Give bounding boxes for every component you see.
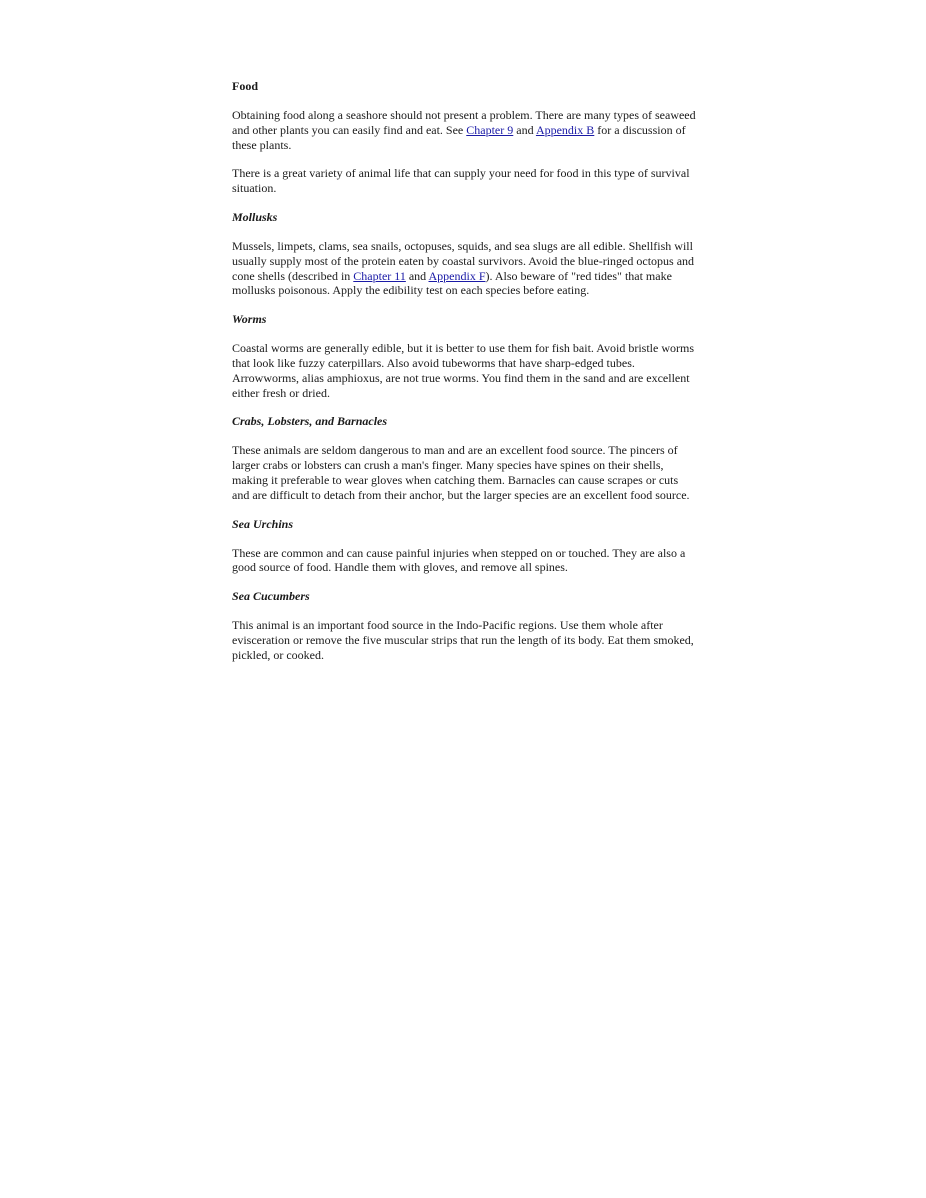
appendix-b-link[interactable]: Appendix B	[535, 122, 595, 137]
urchins-heading: Sea Urchins	[232, 516, 294, 531]
cucumbers-paragraph: This animal is an important food source in the Indo-Pacific regions. Use them whole after evisceration or remove the five muscular strips that run the length of its body. Eat them smoked, pickled, or cooked.	[232, 618, 694, 662]
intro-text-end: for a discussion of these plants.	[232, 122, 686, 152]
chapter-9-link[interactable]: Chapter 9	[466, 122, 514, 137]
document-page	[232, 79, 698, 677]
worms-heading: Worms	[232, 312, 267, 327]
section-title: Food	[232, 79, 259, 93]
mollusks-text-start: Mussels, limpets, clams, sea snails, octopuses, squids, and sea slugs are all edible. Shellfish will usually supply most of the protein eaten by coastal survivors. Avoid the blue-ringed octopus and cone shells (described in	[232, 238, 695, 283]
chapter-11-link[interactable]: Chapter 11	[353, 268, 406, 283]
mollusks-text-end: ). Also beware of "red tides" that make mollusks poisonous. Apply the edibility test on each species before eating.	[232, 268, 672, 298]
intro-paragraph	[232, 108, 698, 152]
crabs-heading: Crabs, Lobsters, and Barnacles	[232, 414, 388, 429]
mollusks-paragraph	[232, 239, 698, 298]
worms-paragraph: Coastal worms are generally edible, but it is better to use them for fish bait. Avoid bristle worms that look like fuzzy caterpillars. Also avoid tubeworms that have sharp-edged tubes. Arrowworms, alias amphioxus, are not true worms. You find them in the sand and are excellent either fresh or dried.	[232, 341, 695, 400]
cucumbers-heading: Sea Cucumbers	[232, 589, 310, 604]
urchins-paragraph: These are common and can cause painful injuries when stepped on or touched. They are also a good source of food. Handle them with gloves, and remove all spines.	[232, 545, 686, 575]
intro-text-between: and	[513, 122, 536, 137]
mollusks-text-between: and	[405, 268, 429, 283]
intro-text-start: Obtaining food along a seashore should not present a problem. There are many types of seaweed and other plants you can easily find and eat. See	[232, 108, 696, 137]
mollusks-heading: Mollusks	[232, 209, 278, 224]
appendix-f-link[interactable]: Appendix F	[428, 268, 486, 283]
crabs-paragraph: These animals are seldom dangerous to man and are an excellent food source. The pincers of larger crabs or lobsters can crush a man's finger. Many species have spines on their shells, making it preferable to wear gloves when catching them. Barnacles can cause scrapes or cuts and are difficult to detach from their anchor, but the larger species are an excellent food source.	[232, 443, 690, 502]
intro-paragraph-2: There is a great variety of animal life that can supply your need for food in this type of survival situation.	[232, 166, 690, 196]
